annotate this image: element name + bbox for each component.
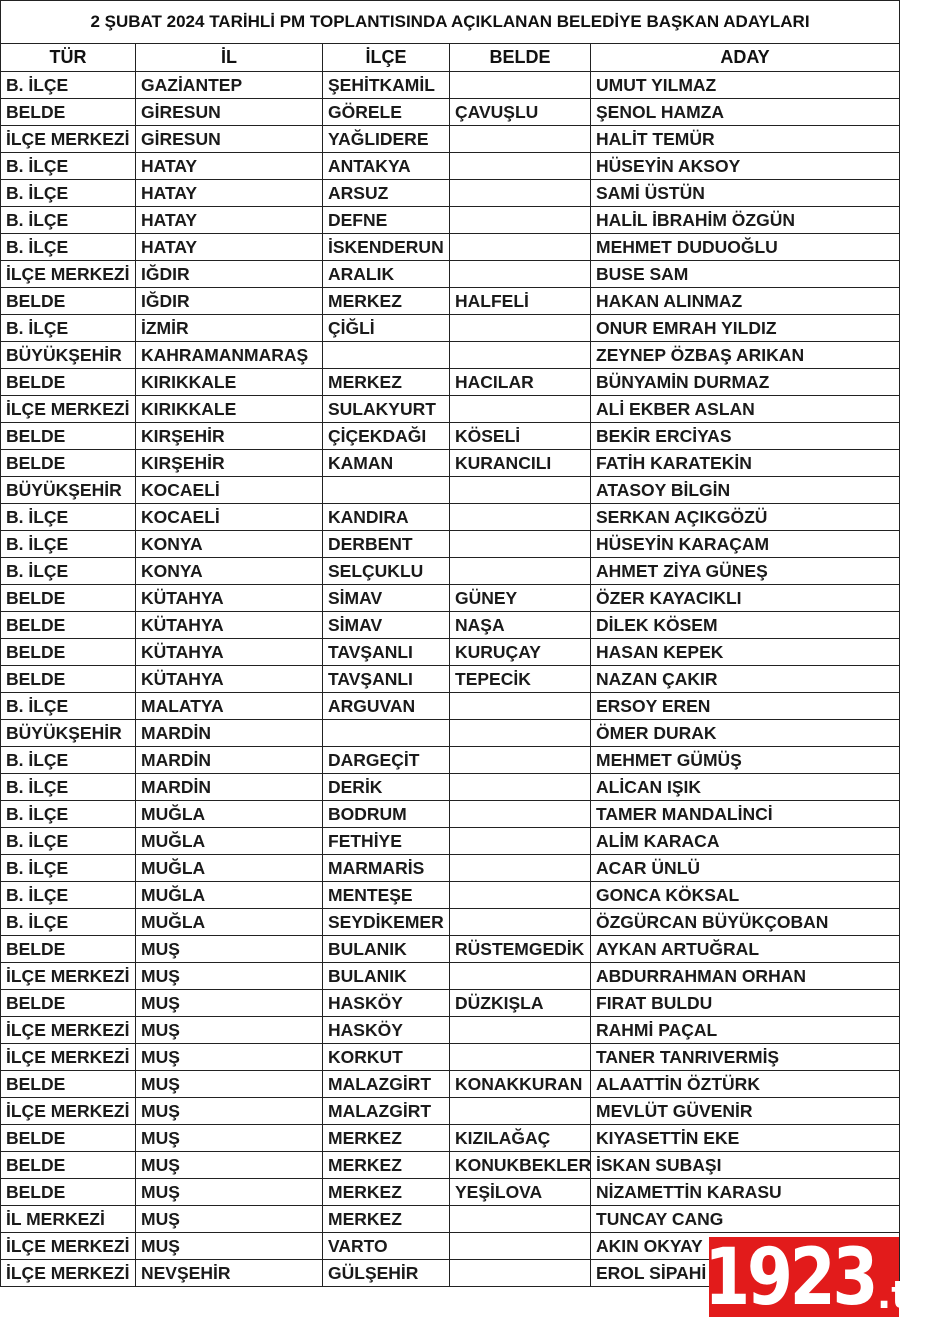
- cell-belde: [450, 828, 591, 855]
- cell-aday: RAHMİ PAÇAL: [591, 1017, 900, 1044]
- table-row: [1, 531, 900, 558]
- cell-belde: KONAKKURAN: [450, 1071, 591, 1098]
- cell-aday: ÖMER DURAK: [591, 720, 900, 747]
- cell-ilce: MARMARİS: [323, 855, 450, 882]
- cell-belde: [450, 1260, 591, 1287]
- cell-aday: BÜNYAMİN DURMAZ: [591, 369, 900, 396]
- cell-ilce: SEYDİKEMER: [323, 909, 450, 936]
- cell-ilce: MERKEZ: [323, 288, 450, 315]
- table-row: [1, 666, 900, 693]
- cell-ilce: SİMAV: [323, 585, 450, 612]
- cell-aday: HASAN KEPEK: [591, 639, 900, 666]
- cell-belde: KONUKBEKLER: [450, 1152, 591, 1179]
- cell-ilce: [323, 342, 450, 369]
- table-row: [1, 828, 900, 855]
- cell-aday: HÜSEYİN KARAÇAM: [591, 531, 900, 558]
- cell-il: KONYA: [136, 558, 323, 585]
- cell-belde: [450, 1098, 591, 1125]
- cell-tur: İLÇE MERKEZİ: [1, 1098, 136, 1125]
- cell-aday: MEHMET DUDUOĞLU: [591, 234, 900, 261]
- cell-il: MUŞ: [136, 1071, 323, 1098]
- cell-ilce: KORKUT: [323, 1044, 450, 1071]
- table-row: [1, 342, 900, 369]
- table-row: [1, 423, 900, 450]
- cell-il: GİRESUN: [136, 126, 323, 153]
- cell-ilce: KANDIRA: [323, 504, 450, 531]
- cell-aday: DİLEK KÖSEM: [591, 612, 900, 639]
- column-header-belde: BELDE: [450, 44, 591, 72]
- cell-tur: BÜYÜKŞEHİR: [1, 720, 136, 747]
- cell-ilce: SELÇUKLU: [323, 558, 450, 585]
- cell-il: MUĞLA: [136, 855, 323, 882]
- cell-ilce: ARSUZ: [323, 180, 450, 207]
- table-row: [1, 261, 900, 288]
- table-row: [1, 1179, 900, 1206]
- table-row: [1, 612, 900, 639]
- table-row: [1, 1098, 900, 1125]
- cell-tur: B. İLÇE: [1, 747, 136, 774]
- cell-belde: [450, 693, 591, 720]
- cell-belde: [450, 1233, 591, 1260]
- cell-aday: AHMET ZİYA GÜNEŞ: [591, 558, 900, 585]
- table-row: [1, 315, 900, 342]
- cell-aday: ALİM KARACA: [591, 828, 900, 855]
- cell-ilce: KAMAN: [323, 450, 450, 477]
- cell-belde: [450, 180, 591, 207]
- cell-aday: ÖZGÜRCAN BÜYÜKÇOBAN: [591, 909, 900, 936]
- cell-belde: [450, 1044, 591, 1071]
- cell-belde: [450, 720, 591, 747]
- table-row: [1, 153, 900, 180]
- cell-belde: [450, 801, 591, 828]
- table-row: [1, 909, 900, 936]
- table-row: [1, 1044, 900, 1071]
- cell-tur: B. İLÇE: [1, 180, 136, 207]
- cell-il: HATAY: [136, 207, 323, 234]
- table-row: [1, 936, 900, 963]
- table-row: [1, 774, 900, 801]
- cell-il: MARDİN: [136, 747, 323, 774]
- cell-tur: BELDE: [1, 288, 136, 315]
- cell-il: HATAY: [136, 153, 323, 180]
- cell-il: KOCAELİ: [136, 504, 323, 531]
- cell-il: KONYA: [136, 531, 323, 558]
- cell-belde: KÖSELİ: [450, 423, 591, 450]
- cell-tur: BELDE: [1, 1152, 136, 1179]
- cell-ilce: ARGUVAN: [323, 693, 450, 720]
- table-row: [1, 450, 900, 477]
- cell-tur: B. İLÇE: [1, 693, 136, 720]
- cell-ilce: MERKEZ: [323, 1179, 450, 1206]
- cell-aday: ABDURRAHMAN ORHAN: [591, 963, 900, 990]
- cell-il: MUĞLA: [136, 828, 323, 855]
- cell-aday: ALİ EKBER ASLAN: [591, 396, 900, 423]
- cell-belde: ÇAVUŞLU: [450, 99, 591, 126]
- table-row: [1, 882, 900, 909]
- cell-il: MUŞ: [136, 1206, 323, 1233]
- cell-aday: ACAR ÜNLÜ: [591, 855, 900, 882]
- cell-belde: RÜSTEMGEDİK: [450, 936, 591, 963]
- table-row: [1, 558, 900, 585]
- table-row: [1, 396, 900, 423]
- cell-ilce: HASKÖY: [323, 990, 450, 1017]
- cell-belde: [450, 234, 591, 261]
- cell-tur: BELDE: [1, 990, 136, 1017]
- cell-aday: ERSOY EREN: [591, 693, 900, 720]
- cell-ilce: ARALIK: [323, 261, 450, 288]
- cell-aday: TAMER MANDALİNCİ: [591, 801, 900, 828]
- cell-belde: HALFELİ: [450, 288, 591, 315]
- cell-aday: FATİH KARATEKİN: [591, 450, 900, 477]
- cell-il: KAHRAMANMARAŞ: [136, 342, 323, 369]
- cell-aday: AKIN OKYAY: [591, 1233, 900, 1260]
- cell-il: MUŞ: [136, 1152, 323, 1179]
- cell-belde: [450, 477, 591, 504]
- cell-tur: BELDE: [1, 666, 136, 693]
- table-row: [1, 369, 900, 396]
- cell-tur: B. İLÇE: [1, 504, 136, 531]
- table-row: [1, 639, 900, 666]
- cell-aday: TANER TANRIVERMİŞ: [591, 1044, 900, 1071]
- cell-belde: NAŞA: [450, 612, 591, 639]
- cell-ilce: FETHİYE: [323, 828, 450, 855]
- cell-belde: KURUÇAY: [450, 639, 591, 666]
- table-row: [1, 801, 900, 828]
- cell-il: MUŞ: [136, 1098, 323, 1125]
- watermark-number: 1923: [703, 1233, 875, 1323]
- table-row: [1, 963, 900, 990]
- cell-il: MUŞ: [136, 1017, 323, 1044]
- cell-aday: SERKAN AÇIKGÖZÜ: [591, 504, 900, 531]
- cell-aday: UMUT YILMAZ: [591, 72, 900, 99]
- cell-ilce: [323, 477, 450, 504]
- cell-il: MUŞ: [136, 963, 323, 990]
- cell-belde: [450, 126, 591, 153]
- cell-tur: BELDE: [1, 99, 136, 126]
- cell-tur: BELDE: [1, 1125, 136, 1152]
- cell-tur: BELDE: [1, 369, 136, 396]
- cell-aday: TUNCAY CANG: [591, 1206, 900, 1233]
- cell-il: MUŞ: [136, 1233, 323, 1260]
- table-row: [1, 693, 900, 720]
- cell-aday: HALİT TEMÜR: [591, 126, 900, 153]
- cell-ilce: TAVŞANLI: [323, 666, 450, 693]
- cell-ilce: MERKEZ: [323, 1206, 450, 1233]
- cell-belde: [450, 747, 591, 774]
- cell-tur: İLÇE MERKEZİ: [1, 261, 136, 288]
- cell-il: MUŞ: [136, 936, 323, 963]
- table-row: [1, 180, 900, 207]
- cell-belde: [450, 1206, 591, 1233]
- cell-tur: B. İLÇE: [1, 315, 136, 342]
- cell-aday: BUSE SAM: [591, 261, 900, 288]
- watermark-suffix: .tv: [876, 1273, 934, 1317]
- cell-tur: B. İLÇE: [1, 882, 136, 909]
- cell-il: MUŞ: [136, 990, 323, 1017]
- cell-aday: NAZAN ÇAKIR: [591, 666, 900, 693]
- cell-belde: DÜZKIŞLA: [450, 990, 591, 1017]
- cell-tur: B. İLÇE: [1, 558, 136, 585]
- cell-belde: YEŞİLOVA: [450, 1179, 591, 1206]
- column-header-ilce: İLÇE: [323, 44, 450, 72]
- cell-aday: MEHMET GÜMÜŞ: [591, 747, 900, 774]
- cell-aday: ÖZER KAYACIKLI: [591, 585, 900, 612]
- cell-tur: İLÇE MERKEZİ: [1, 1044, 136, 1071]
- cell-aday: ZEYNEP ÖZBAŞ ARIKAN: [591, 342, 900, 369]
- cell-ilce: SULAKYURT: [323, 396, 450, 423]
- cell-tur: B. İLÇE: [1, 72, 136, 99]
- cell-ilce: ÇİĞLİ: [323, 315, 450, 342]
- cell-ilce: MERKEZ: [323, 1125, 450, 1152]
- cell-aday: HAKAN ALINMAZ: [591, 288, 900, 315]
- cell-tur: B. İLÇE: [1, 801, 136, 828]
- table-row: [1, 99, 900, 126]
- cell-tur: İLÇE MERKEZİ: [1, 1260, 136, 1287]
- table-body: [1, 72, 900, 1287]
- cell-aday: ALİCAN IŞIK: [591, 774, 900, 801]
- table-row: [1, 126, 900, 153]
- cell-tur: B. İLÇE: [1, 531, 136, 558]
- cell-il: MARDİN: [136, 774, 323, 801]
- cell-il: MUĞLA: [136, 909, 323, 936]
- table-row: [1, 72, 900, 99]
- cell-tur: BELDE: [1, 450, 136, 477]
- cell-il: KIRŞEHİR: [136, 450, 323, 477]
- cell-tur: BELDE: [1, 1071, 136, 1098]
- cell-belde: [450, 1017, 591, 1044]
- cell-tur: BÜYÜKŞEHİR: [1, 477, 136, 504]
- cell-tur: İLÇE MERKEZİ: [1, 1233, 136, 1260]
- cell-aday: AYKAN ARTUĞRAL: [591, 936, 900, 963]
- cell-il: GAZİANTEP: [136, 72, 323, 99]
- cell-tur: BELDE: [1, 936, 136, 963]
- table-row: [1, 1125, 900, 1152]
- cell-aday: FIRAT BULDU: [591, 990, 900, 1017]
- cell-aday: SAMİ ÜSTÜN: [591, 180, 900, 207]
- cell-il: MALATYA: [136, 693, 323, 720]
- table-row: [1, 1206, 900, 1233]
- cell-aday: ŞENOL HAMZA: [591, 99, 900, 126]
- cell-tur: BÜYÜKŞEHİR: [1, 342, 136, 369]
- cell-ilce: MALAZGİRT: [323, 1098, 450, 1125]
- cell-belde: [450, 531, 591, 558]
- cell-belde: [450, 342, 591, 369]
- cell-aday: BEKİR ERCİYAS: [591, 423, 900, 450]
- cell-belde: KURANCILI: [450, 450, 591, 477]
- cell-il: HATAY: [136, 234, 323, 261]
- table-row: [1, 585, 900, 612]
- cell-aday: NİZAMETTİN KARASU: [591, 1179, 900, 1206]
- table-row: [1, 504, 900, 531]
- cell-ilce: DARGEÇİT: [323, 747, 450, 774]
- cell-ilce: TAVŞANLI: [323, 639, 450, 666]
- cell-belde: KIZILAĞAÇ: [450, 1125, 591, 1152]
- cell-il: KOCAELİ: [136, 477, 323, 504]
- cell-ilce: DERİK: [323, 774, 450, 801]
- cell-tur: B. İLÇE: [1, 153, 136, 180]
- cell-tur: B. İLÇE: [1, 207, 136, 234]
- cell-aday: KIYASETTİN EKE: [591, 1125, 900, 1152]
- cell-tur: İLÇE MERKEZİ: [1, 1017, 136, 1044]
- cell-ilce: ÇİÇEKDAĞI: [323, 423, 450, 450]
- table-row: [1, 477, 900, 504]
- cell-il: KÜTAHYA: [136, 639, 323, 666]
- cell-ilce: MALAZGİRT: [323, 1071, 450, 1098]
- cell-ilce: [323, 720, 450, 747]
- cell-ilce: GÖRELE: [323, 99, 450, 126]
- cell-belde: [450, 207, 591, 234]
- cell-ilce: BULANIK: [323, 963, 450, 990]
- cell-il: KÜTAHYA: [136, 612, 323, 639]
- table-row: [1, 747, 900, 774]
- cell-aday: ALAATTİN ÖZTÜRK: [591, 1071, 900, 1098]
- cell-ilce: SİMAV: [323, 612, 450, 639]
- cell-ilce: MERKEZ: [323, 369, 450, 396]
- cell-il: KIRŞEHİR: [136, 423, 323, 450]
- cell-ilce: MERKEZ: [323, 1152, 450, 1179]
- table-row: [1, 1152, 900, 1179]
- cell-tur: B. İLÇE: [1, 774, 136, 801]
- cell-il: MUŞ: [136, 1179, 323, 1206]
- cell-aday: ATASOY BİLGİN: [591, 477, 900, 504]
- cell-aday: MEVLÜT GÜVENİR: [591, 1098, 900, 1125]
- cell-tur: B. İLÇE: [1, 909, 136, 936]
- cell-tur: BELDE: [1, 1179, 136, 1206]
- cell-belde: [450, 963, 591, 990]
- cell-belde: [450, 558, 591, 585]
- cell-tur: İL MERKEZİ: [1, 1206, 136, 1233]
- title-row: [1, 1, 900, 44]
- cell-il: KÜTAHYA: [136, 666, 323, 693]
- cell-ilce: DERBENT: [323, 531, 450, 558]
- cell-il: MUŞ: [136, 1044, 323, 1071]
- cell-belde: [450, 396, 591, 423]
- table-row: [1, 990, 900, 1017]
- column-header-tur: TÜR: [1, 44, 136, 72]
- cell-ilce: ŞEHİTKAMİL: [323, 72, 450, 99]
- cell-belde: [450, 774, 591, 801]
- cell-ilce: MENTEŞE: [323, 882, 450, 909]
- cell-il: KIRIKKALE: [136, 369, 323, 396]
- cell-tur: B. İLÇE: [1, 234, 136, 261]
- cell-il: MARDİN: [136, 720, 323, 747]
- table-row: [1, 855, 900, 882]
- cell-il: HATAY: [136, 180, 323, 207]
- table-row: [1, 720, 900, 747]
- column-header-aday: ADAY: [591, 44, 900, 72]
- cell-ilce: DEFNE: [323, 207, 450, 234]
- header-row: [1, 44, 900, 72]
- cell-ilce: YAĞLIDERE: [323, 126, 450, 153]
- cell-il: IĞDIR: [136, 261, 323, 288]
- cell-belde: [450, 504, 591, 531]
- cell-tur: B. İLÇE: [1, 828, 136, 855]
- cell-tur: B. İLÇE: [1, 855, 136, 882]
- table-title: 2 ŞUBAT 2024 TARİHLİ PM TOPLANTISINDA AÇIKLANAN BELEDİYE BAŞKAN ADAYLARI: [1, 1, 900, 44]
- table-row: [1, 234, 900, 261]
- watermark-logo: [703, 1233, 934, 1323]
- cell-ilce: GÜLŞEHİR: [323, 1260, 450, 1287]
- cell-belde: [450, 261, 591, 288]
- cell-belde: TEPECİK: [450, 666, 591, 693]
- cell-ilce: BODRUM: [323, 801, 450, 828]
- cell-ilce: İSKENDERUN: [323, 234, 450, 261]
- cell-belde: [450, 909, 591, 936]
- cell-aday: EROL SİPAHİ: [591, 1260, 900, 1287]
- cell-il: MUŞ: [136, 1125, 323, 1152]
- cell-ilce: VARTO: [323, 1233, 450, 1260]
- cell-aday: ONUR EMRAH YILDIZ: [591, 315, 900, 342]
- cell-aday: HALİL İBRAHİM ÖZGÜN: [591, 207, 900, 234]
- cell-ilce: ANTAKYA: [323, 153, 450, 180]
- cell-il: İZMİR: [136, 315, 323, 342]
- cell-il: MUĞLA: [136, 801, 323, 828]
- cell-aday: İSKAN SUBAŞI: [591, 1152, 900, 1179]
- cell-belde: [450, 882, 591, 909]
- cell-belde: [450, 153, 591, 180]
- cell-aday: GONCA KÖKSAL: [591, 882, 900, 909]
- cell-tur: İLÇE MERKEZİ: [1, 126, 136, 153]
- table-row: [1, 1071, 900, 1098]
- table-row: [1, 207, 900, 234]
- cell-il: KIRIKKALE: [136, 396, 323, 423]
- cell-ilce: HASKÖY: [323, 1017, 450, 1044]
- cell-belde: [450, 855, 591, 882]
- table-row: [1, 288, 900, 315]
- cell-il: GİRESUN: [136, 99, 323, 126]
- cell-il: MUĞLA: [136, 882, 323, 909]
- table-row: [1, 1017, 900, 1044]
- cell-aday: HÜSEYİN AKSOY: [591, 153, 900, 180]
- cell-il: KÜTAHYA: [136, 585, 323, 612]
- cell-tur: İLÇE MERKEZİ: [1, 963, 136, 990]
- cell-belde: [450, 315, 591, 342]
- cell-il: IĞDIR: [136, 288, 323, 315]
- cell-tur: BELDE: [1, 639, 136, 666]
- cell-tur: BELDE: [1, 612, 136, 639]
- column-header-il: İL: [136, 44, 323, 72]
- cell-tur: BELDE: [1, 585, 136, 612]
- cell-il: NEVŞEHİR: [136, 1260, 323, 1287]
- cell-belde: GÜNEY: [450, 585, 591, 612]
- cell-ilce: BULANIK: [323, 936, 450, 963]
- cell-belde: HACILAR: [450, 369, 591, 396]
- cell-belde: [450, 72, 591, 99]
- cell-tur: İLÇE MERKEZİ: [1, 396, 136, 423]
- cell-tur: BELDE: [1, 423, 136, 450]
